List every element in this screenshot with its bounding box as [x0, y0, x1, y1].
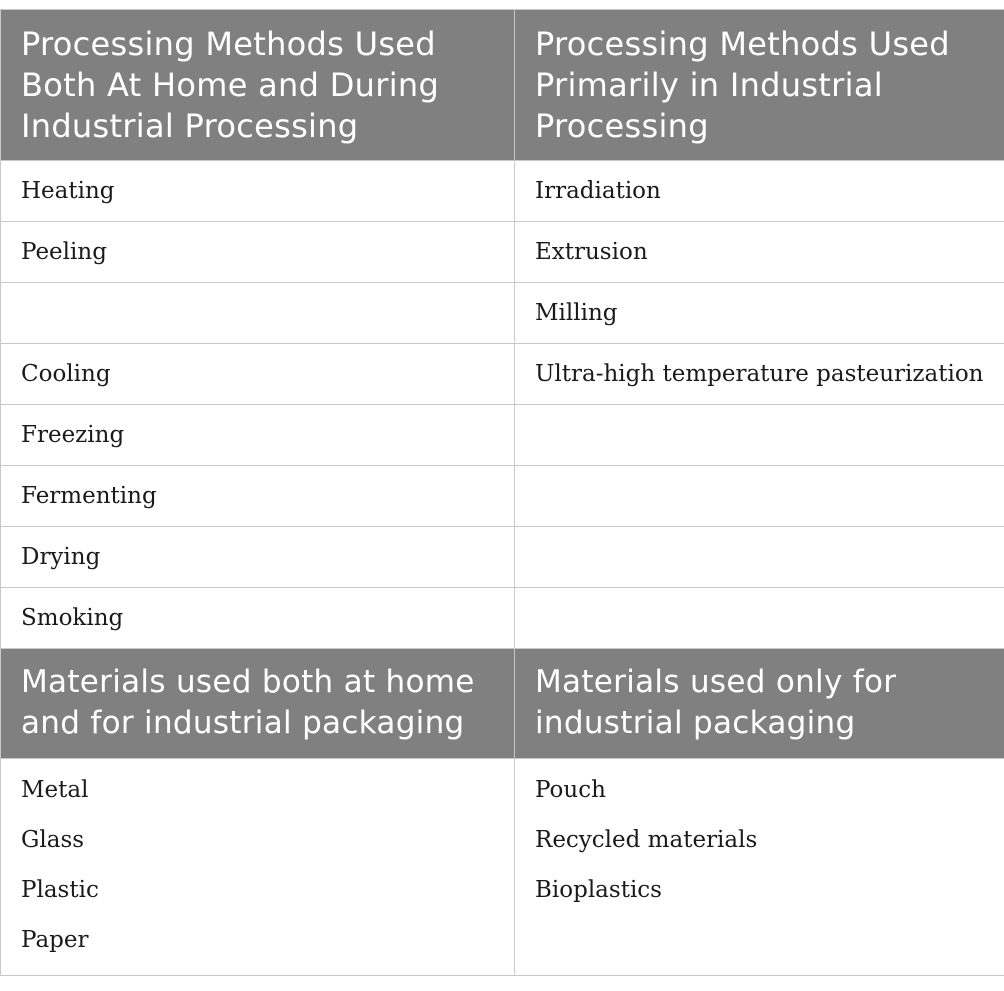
cell: Peeling: [1, 222, 515, 283]
cell: Smoking: [1, 588, 515, 649]
materials-industrial-list: [515, 759, 1004, 976]
cell: [515, 588, 1004, 649]
cell: [515, 527, 1004, 588]
table-row: [1, 161, 1004, 222]
header-materials-home-and-industrial: Materials used both at home and for industrial packaging: [1, 649, 515, 759]
materials-row: [1, 759, 1004, 976]
cell: Milling: [515, 283, 1004, 344]
header-materials-industrial-only: Materials used only for industrial packaging: [515, 649, 1004, 759]
cell: Heating: [1, 161, 515, 222]
list-item: Glass: [21, 827, 85, 853]
cell: [1, 283, 515, 344]
header-industrial-only: Processing Methods Used Primarily in Industrial Processing: [515, 10, 1004, 161]
header-row-materials: [1, 649, 1004, 759]
list-item: Recycled materials: [535, 827, 758, 853]
cell: Ultra-high temperature pasteurization: [515, 344, 1004, 405]
list-item: Paper: [21, 927, 89, 953]
cell: Extrusion: [515, 222, 1004, 283]
table-row: [1, 222, 1004, 283]
table-row: [1, 527, 1004, 588]
table-row: [1, 283, 1004, 344]
cell: Drying: [1, 527, 515, 588]
cell: Freezing: [1, 405, 515, 466]
cell: [515, 466, 1004, 527]
header-home-and-industrial: Processing Methods Used Both At Home and During Industrial Processing: [1, 10, 515, 161]
list-item: Bioplastics: [535, 877, 662, 903]
materials-home-list: [1, 759, 515, 976]
list-item: Pouch: [535, 777, 606, 803]
cell: Cooling: [1, 344, 515, 405]
cell: Irradiation: [515, 161, 1004, 222]
cell: [515, 405, 1004, 466]
table-row: [1, 344, 1004, 405]
list-item: Metal: [21, 777, 89, 803]
header-row-processing: [1, 10, 1004, 161]
cell: Fermenting: [1, 466, 515, 527]
table-row: [1, 466, 1004, 527]
processing-methods-table: [0, 9, 1004, 976]
table-row: [1, 588, 1004, 649]
list-item: Plastic: [21, 877, 99, 903]
table-row: [1, 405, 1004, 466]
